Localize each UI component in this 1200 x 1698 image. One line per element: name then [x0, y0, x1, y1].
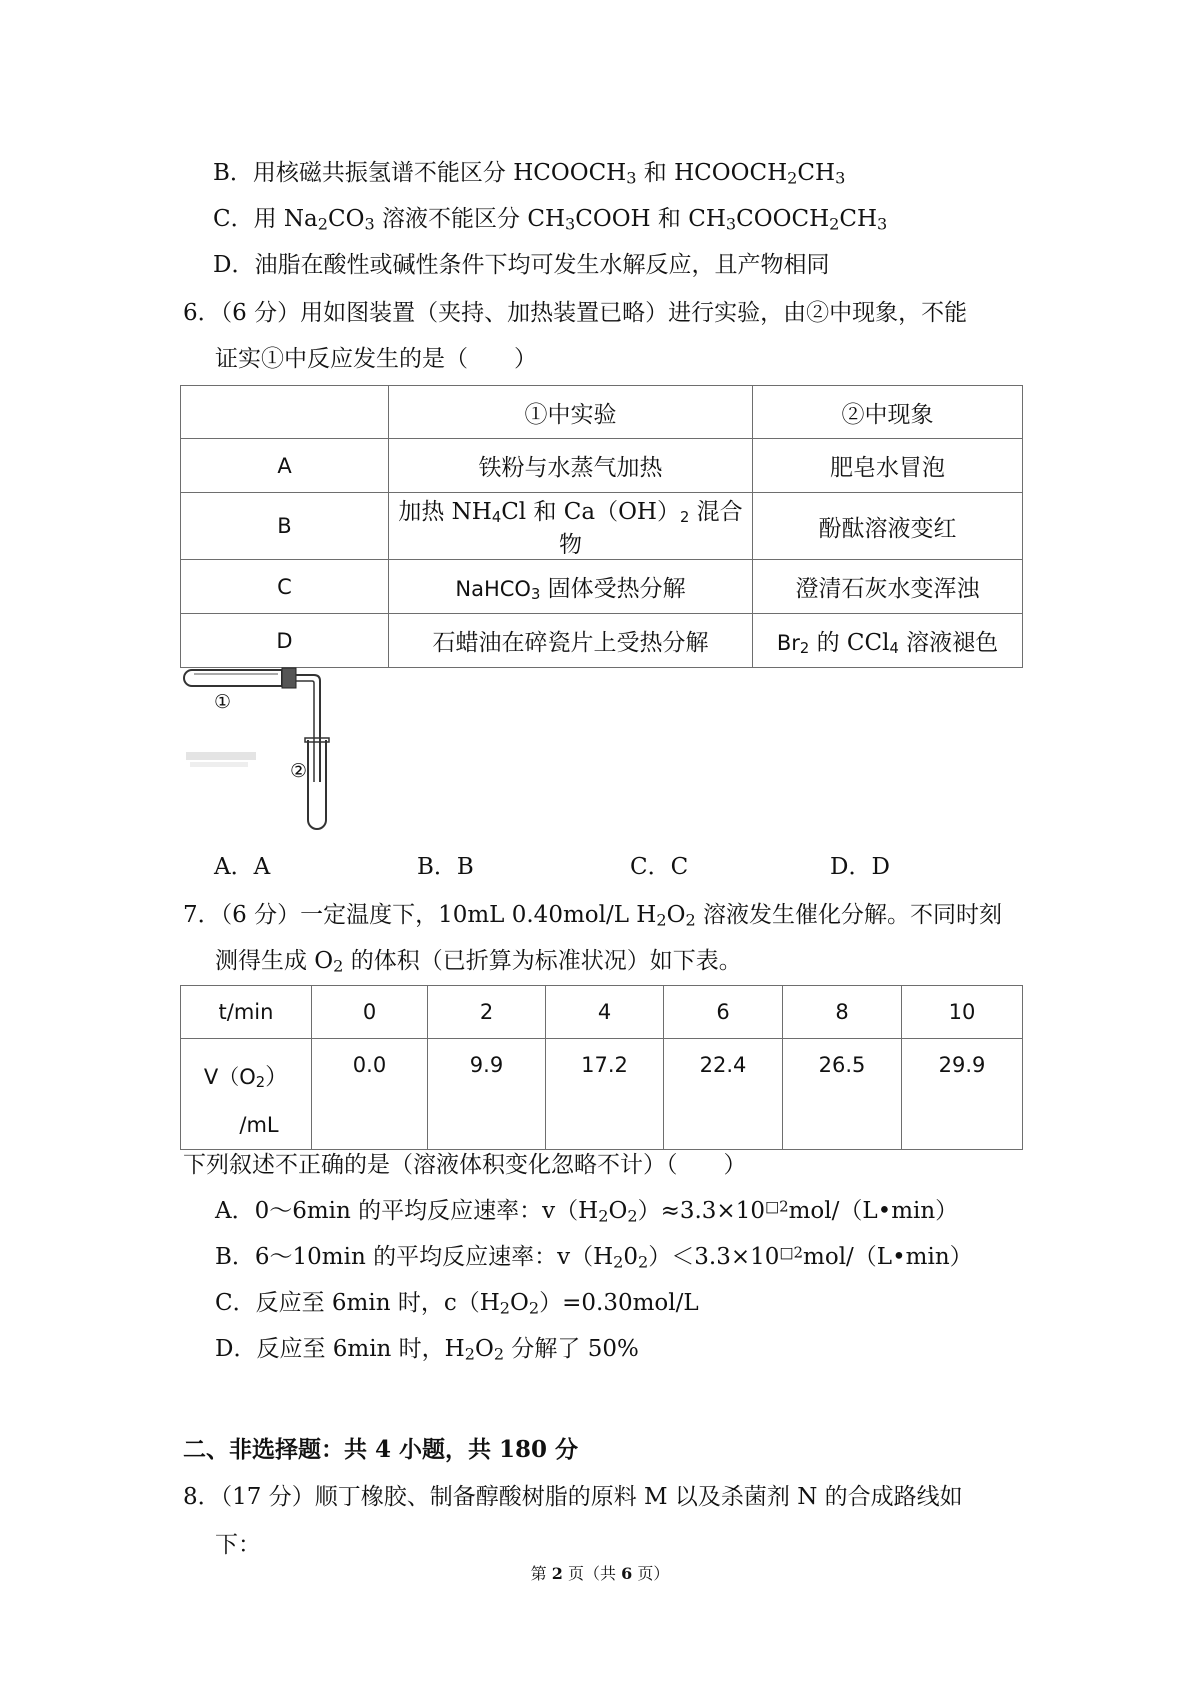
q6-table: [180, 385, 1023, 668]
q7-option-a: A．0～6min 的平均反应速率：$v(H_2O_2)\approx 3.3\times 10^{□2}mol/(L•\min)$: [215, 1197, 959, 1226]
table-row: [181, 986, 1023, 1039]
q6-stem-line1: 6．（6 分）用如图装置（夹持、加热装置已略）进行实验，由②中现象，不能: [183, 300, 968, 326]
q7-time-cell: 8: [783, 986, 902, 1039]
q6-experiment-cell: 铁粉与水蒸气加热: [389, 439, 753, 493]
q7-option-b: B．6～10min 的平均反应速率：$v(H_20_2)<3.3\times 10^{□2}mol/(L•\min)$: [215, 1243, 973, 1272]
q6-header-phenomenon: ②中现象: [753, 386, 1023, 439]
q7-time-label: t/min: [181, 986, 312, 1039]
q6-choice-c: C．C: [630, 854, 689, 880]
q7-stem-line2: 测得生成 $O_2$ 的体积（已折算为标准状况）如下表。: [215, 948, 742, 976]
q7-time-cell: 10: [902, 986, 1023, 1039]
q5-option-b: B．用核磁共振氢谱不能区分 $HCOOCH_3$ 和 $HCOOCH_2CH_3$: [213, 160, 846, 188]
q5-option-c: C．用 $Na_2CO_3$ 溶液不能区分 $CH_3COOH$ 和 $CH_3COOCH_2CH_3$: [213, 206, 888, 234]
table-row: [181, 560, 1023, 614]
q7-volume-label: $V(O_2)$ /mL: [181, 1039, 312, 1150]
q6-phenomenon-cell: 肥皂水冒泡: [753, 439, 1023, 493]
q6-phenomenon-cell: 澄清石灰水变浑浊: [753, 560, 1023, 614]
q7-option-d: D．反应至 6min 时，$H_2O_2$ 分解了 50%: [215, 1336, 639, 1364]
q7-volume-cell: 29.9: [902, 1039, 1023, 1150]
q6-choice-a: A．A: [214, 854, 271, 880]
q6-header-blank: [181, 386, 389, 439]
q7-time-cell: 4: [546, 986, 664, 1039]
q5-option-d: D．油脂在酸性或碱性条件下均可发生水解反应，且产物相同: [213, 252, 830, 278]
q7-volume-cell: 17.2: [546, 1039, 664, 1150]
q7-table: [180, 985, 1023, 1150]
figure-label-1: ①: [214, 691, 232, 713]
q6-header-experiment: ①中实验: [389, 386, 753, 439]
page-footer: 第 2 页（共 6 页）: [530, 1564, 670, 1583]
q7-stem-line1: 7．（6 分）一定温度下，10mL 0.40mol/L $H_2O_2$ 溶液发生催化分解。不同时刻: [183, 902, 1003, 930]
q8-stem-line2: 下：: [215, 1532, 261, 1558]
apparatus-figure: [178, 662, 348, 836]
q7-volume-cell: 22.4: [664, 1039, 783, 1150]
q6-row-label: C: [181, 560, 389, 614]
q7-time-cell: 2: [428, 986, 546, 1039]
table-row: [181, 493, 1023, 560]
q6-row-label: D: [181, 614, 389, 668]
q7-prompt: 下列叙述不正确的是（溶液体积变化忽略不计）（ ）: [183, 1152, 747, 1178]
q6-experiment-cell: 加热 $NH_4Cl$ 和 $Ca(OH)_2$ 混合物: [389, 493, 753, 560]
q7-option-c: C．反应至 6min 时，$c(H_2O_2)=0.30mol/L$: [215, 1290, 699, 1318]
table-row: [181, 614, 1023, 668]
q6-row-label: A: [181, 439, 389, 493]
q8-stem-line1: 8．（17 分）顺丁橡胶、制备醇酸树脂的原料 M 以及杀菌剂 N 的合成路线如: [183, 1484, 963, 1510]
q7-time-cell: 6: [664, 986, 783, 1039]
q6-choice-b: B．B: [417, 854, 474, 880]
q6-experiment-cell: 石蜡油在碎瓷片上受热分解: [389, 614, 753, 668]
q6-phenomenon-cell: $Br_2$ 的 CCl$_4$ 溶液褪色: [753, 614, 1023, 668]
figure-label-2: ②: [290, 760, 308, 782]
q6-row-label: B: [181, 493, 389, 560]
table-row: [181, 1039, 1023, 1150]
q6-choice-d: D．D: [830, 854, 890, 880]
q7-time-cell: 0: [312, 986, 428, 1039]
q7-volume-cell: 9.9: [428, 1039, 546, 1150]
table-row: [181, 439, 1023, 493]
q6-experiment-cell: NaHCO$_3$ 固体受热分解: [389, 560, 753, 614]
section-heading: 二、非选择题：共 4 小题，共 180 分: [183, 1436, 579, 1463]
q6-phenomenon-cell: 酚酞溶液变红: [753, 493, 1023, 560]
q7-volume-cell: 26.5: [783, 1039, 902, 1150]
q6-stem-line2: 证实①中反应发生的是（ ）: [215, 346, 537, 372]
q7-volume-cell: 0.0: [312, 1039, 428, 1150]
